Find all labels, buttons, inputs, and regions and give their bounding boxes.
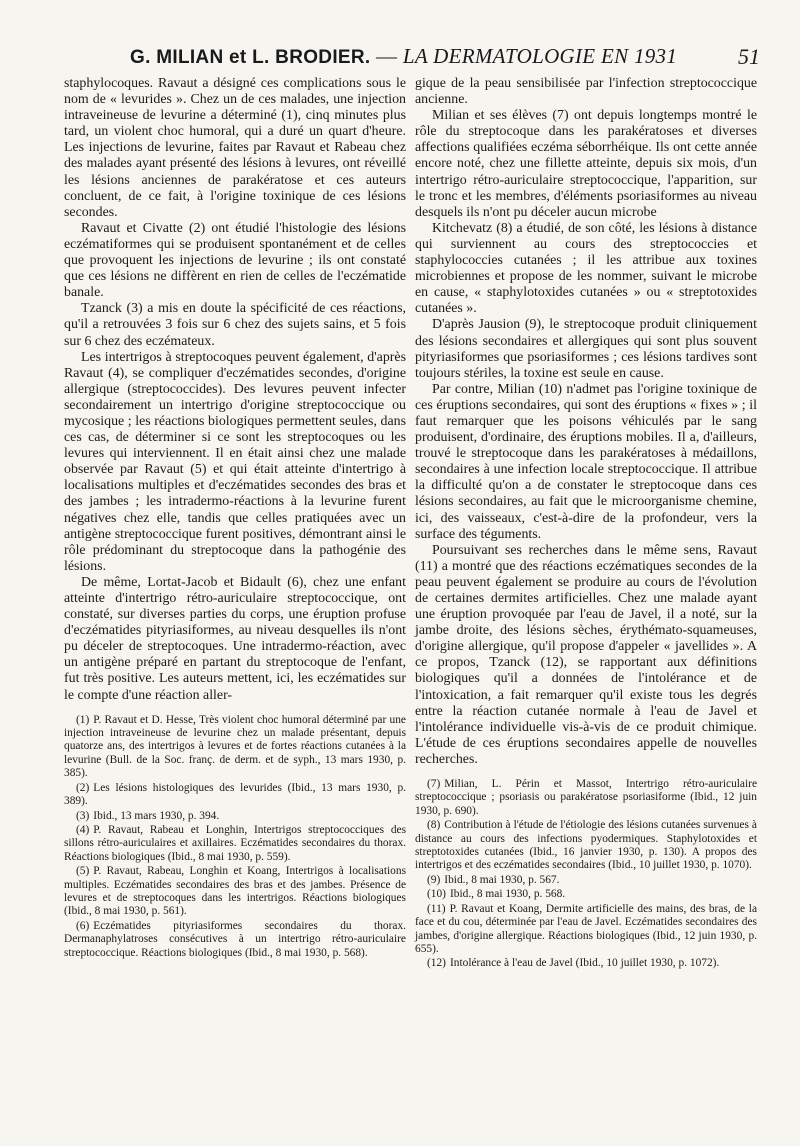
footnote-text: P. Ravaut, Rabeau et Longhin, Intertrigos streptococciques des sillons rétro-auriculaires et axillaires. Eczématides secondaires du thorax. Réactions biologiques (Ibid., 8 mai 1930, p. 559). xyxy=(64,823,406,863)
footnote xyxy=(64,824,406,864)
footnote xyxy=(64,865,406,919)
paragraph: Tzanck (3) a mis en doute la spécificité de ces réactions, qu'il a retrouvées 3 fois sur 6 chez des sujets sains, et 5 fois sur 6 chez des eczémateux. xyxy=(64,301,406,349)
footnote xyxy=(415,819,757,873)
footnote-text: P. Ravaut et Koang, Dermite artificielle des mains, des bras, de la face et du cou, déterminée par l'eau de Javel. Eczématides secondaires des jambes, d'origine allergique. Réactions biologiques (Ibid., 12 juin 1930, p. 655). xyxy=(415,902,757,955)
footnote-text: P. Ravaut et D. Hesse, Très violent choc humoral déterminé par une injection intraveineuse de levurine chez un malade présentant, depuis quatorze ans, des intertrigos à levures et de fortes réactions cutanées à la levurine (Bull. de la Soc. franç. de derm. et de syph., 13 mars 1930, p. 385). xyxy=(64,713,406,780)
footnote-number: (12) xyxy=(427,957,446,970)
paragraph: Milian et ses élèves (7) ont depuis longtemps montré le rôle du streptocoque dans les parakératoses et diverses affections qualifiées eczéma séborrhéique. Ils ont cette année encore noté, chez une fillette atteinte, depuis six mois, d'un intertrigo rétro-auriculaire streptococcique, l'apparition, sur le tronc et les membres, d'éléments psoriasiformes au niveau desquels ils n'ont pu déceler aucun microbe xyxy=(415,108,757,220)
footnote-number: (1) xyxy=(76,713,90,726)
footnote-number: (2) xyxy=(76,781,90,794)
footnote-number: (6) xyxy=(76,919,90,932)
footnote-text: Contribution à l'étude de l'étiologie des lésions cutanées survenues à distance au cours des infections pyodermiques. Staphylotoxides et streptotoxides cutanées (Ibid., 16 janvier 1930, p. 130). A propos des intertrigos et des eczématides secondaires (Ibid., 10 juillet 1930, p. 1070). xyxy=(415,819,757,872)
footnote xyxy=(415,888,757,901)
paragraph: Kitchevatz (8) a étudié, de son côté, les lésions à distance qui surviennent au cours des streptococcies et staphylococcies cutanées ; il les attribue aux toxines microbiennes et propose de les nommer, suivant le microbe en cause, « staphylotoxides cutanées » ou « streptotoxides cutanées ». xyxy=(415,220,757,317)
paragraph: D'après Jausion (9), le streptocoque produit cliniquement des lésions secondaires et allergiques qui sont plus souvent pityriasiformes que psoriasiformes ; ces lésions tardives sont toujours stériles, la toxine est seule en cause. xyxy=(415,317,757,381)
footnote-text: Eczématides pityriasiformes secondaires du thorax. Dermanaphylatroses consécutives à un intertrigo rétro-auriculaire streptococcique. Réactions biologiques (Ibid., 8 mai 1930, p. 568). xyxy=(64,919,406,959)
footnote-text: Intolérance à l'eau de Javel (Ibid., 10 juillet 1930, p. 1072). xyxy=(449,957,720,970)
footnote xyxy=(64,920,406,960)
right-column xyxy=(415,76,757,972)
paragraph: Les intertrigos à streptocoques peuvent également, d'après Ravaut (4), se compliquer d'eczématides secondes, d'origine allergique (streptococcides). Des levures peuvent infecter secondairement un intertrigo d'origine streptococcique ou mycosique ; les réactions biologiques permettent seules, dans ces cas, de déterminer si ce sont les streptocoques ou les levures qui interviennent. Il en était ainsi chez une malade observée par Ravaut (5) et qui était atteinte d'intertrigo à localisations multiples et d'eczématides secondes des bras et des jambes ; les intradermo-réactions à la levurine furent négatives chez elle, tandis que celles pratiquées avec un antigène streptococcique furent positives, démontrant ainsi le rôle prédominant du streptocoque dans la pathogénie des lésions. xyxy=(64,349,406,574)
footnote-text: Milian, L. Périn et Massot, Intertrigo rétro-auriculaire streptococcique ; psoriasis ou parakératose psoriasiforme (Ibid., 12 juin 1930, p. 690). xyxy=(415,778,757,817)
footnote-number: (3) xyxy=(76,809,90,822)
left-column xyxy=(64,76,406,961)
footnote-text: Les lésions histologiques des levurides (Ibid., 13 mars 1930, p. 389). xyxy=(64,781,406,808)
footnote xyxy=(64,782,406,809)
paragraph: staphylocoques. Ravaut a désigné ces complications sous le nom de « levurides ». Chez un de ces malades, une injection intraveineuse de levurine a déterminé (1), cinq minutes plus tard, un violent choc humoral, qui a duré un quart d'heure. Les injections de levurine, faites par Ravaut et Rabeau chez des malades ayant présenté des lésions à levures, ont réveillé les lésions anciennes de parakératose et ces auteurs concluent, de ce fait, à l'origine toxinique de ces lésions secondes. xyxy=(64,76,406,220)
footnote-text: Ibid., 8 mai 1930, p. 567. xyxy=(444,873,560,886)
footnote xyxy=(415,778,757,818)
footnote-text: Ibid., 13 mars 1930, p. 394. xyxy=(93,809,220,822)
footnote-number: (8) xyxy=(427,819,441,832)
paragraph: Poursuivant ses recherches dans le même sens, Ravaut (11) a montré que des réactions eczématiques secondes de la peau peuvent également se produire au cours de l'évolution de certaines dermites artificielles. Chez une malade ayant une éruption provoquée par l'eau de Javel, il a noté, sur la jambe droite, des lésions sèches, érythémato-squameuses, d'origine allergique, qu'il propose d'appeler « javellides ». A ce propos, Tzanck (12), se rapportant aux définitions biologiques qu'il a données de l'intolérance et de l'intoxication, a fait remarquer qu'il existe tous les degrés entre la réaction cutanée normale à l'eau de Javel et l'intolérance individuelle vis-à-vis de ce produit chimique. L'étude de ces éruptions secondaires appelle de nouvelles recherches. xyxy=(415,542,757,767)
paragraph: De même, Lortat-Jacob et Bidault (6), chez une enfant atteinte d'intertrigo rétro-auriculaire streptococcique, ont constaté, sur diverses parties du corps, une éruption profuse d'eczématides pityriasiformes, au niveau desquelles ils n'ont pu déceler de streptocoques. Une intradermo-réaction, avec un antigène préparé en partant du streptocoque de l'enfant, fut très positive. Les auteurs mettent, ici, les eczématides sur le compte d'une réaction aller- xyxy=(64,574,406,703)
footnote-text: P. Ravaut, Rabeau, Longhin et Koang, Intertrigos à localisations multiples. Eczématides secondaires des bras et des jambes. Présence de levures et de streptocoques dans les intertrigos. Réactions biologiques (Ibid., 8 mai 1930, p. 561). xyxy=(64,865,406,918)
footnote xyxy=(64,810,406,823)
footnote-number: (7) xyxy=(427,778,441,791)
running-head-title: LA DERMATOLOGIE EN 1931 xyxy=(402,44,678,68)
page-number: 51 xyxy=(738,44,760,69)
paragraph: gique de la peau sensibilisée par l'infection streptococcique ancienne. xyxy=(415,76,757,108)
footnote xyxy=(64,714,406,781)
footnote-number: (10) xyxy=(427,888,446,901)
footnote-number: (11) xyxy=(427,902,446,915)
running-head-authors: G. MILIAN et L. BRODIER. xyxy=(130,47,371,68)
footnote xyxy=(415,874,757,887)
footnote-text: Ibid., 8 mai 1930, p. 568. xyxy=(449,888,566,901)
footnote-number: (5) xyxy=(76,865,90,878)
paragraph: Par contre, Milian (10) n'admet pas l'origine toxinique de ces éruptions secondaires, qui sont des éruptions « fixes » ; il faut remarquer que les poisons véhiculés par le sang produisent, d'ordinaire, des éruptions mobiles. Il a, d'ailleurs, trouvé le streptocoque dans les parakératoses à médaillons, secondaires à une infection locale streptococcique. Il attribue la difficulté qu'on a de constater le streptocoque dans ces lésions secondaires, au fait que le microorganisme chemine, ici, des vaisseaux, c'est-à-dire de la profondeur, vers la surface des téguments. xyxy=(415,381,757,542)
footnotes xyxy=(415,778,757,971)
footnote xyxy=(415,957,757,970)
paragraph: Ravaut et Civatte (2) ont étudié l'histologie des lésions eczématiformes qui se produisent spontanément et de celles que provoquent les injections de levurine ; ils ont constaté que ces lésions ne diffèrent en rien de celles de l'eczématide banale. xyxy=(64,220,406,301)
running-head-dash: — xyxy=(370,44,403,68)
footnote-number: (9) xyxy=(427,873,441,886)
footnotes xyxy=(64,714,406,960)
page-header xyxy=(60,40,760,74)
footnote-number: (4) xyxy=(76,823,90,836)
footnote xyxy=(415,903,757,957)
running-head xyxy=(130,44,677,69)
